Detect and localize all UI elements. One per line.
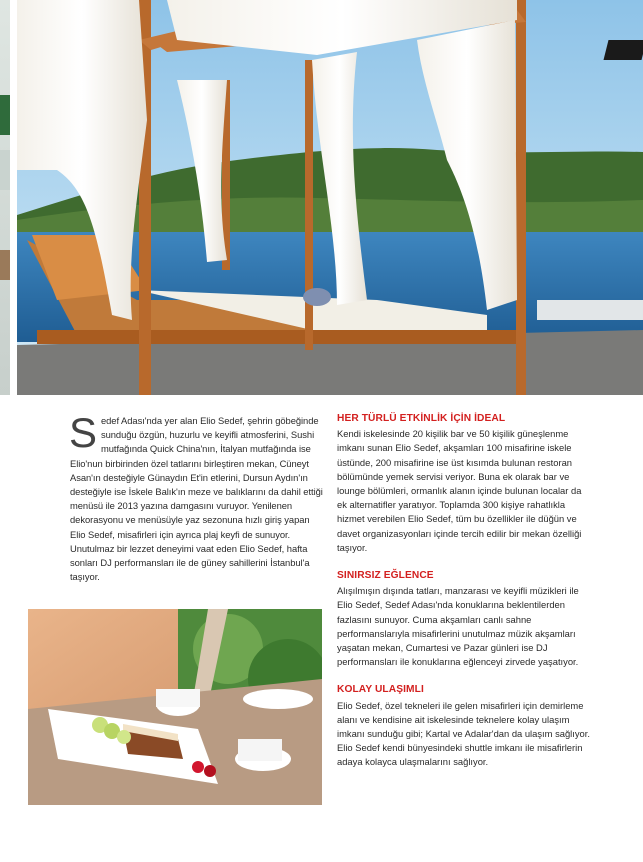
drop-cap: S bbox=[69, 409, 97, 456]
page-corner-tab bbox=[604, 40, 643, 60]
dessert-coffee-photo bbox=[28, 609, 322, 805]
beach-cabana-photo bbox=[17, 0, 643, 395]
article-intro-column bbox=[69, 409, 323, 584]
section-body-entertainment: Alışılmışın dışında tatları, manzarası ve keyifli müzikleri ile Elio Sedef, Sedef Adası'nda konuklarına beklentilerden fazlasını sunuyor. Cuma akşamları canlı sahne performanslarıyla misafirlerini unutulmaz müzik akşamları yaşatan mekan, Cumartesi ve Pazar günleri ise DJ performansları ile konuklarına eğlenceyi zirvede yaşatıyor. bbox=[337, 585, 579, 668]
section-heading-transport: KOLAY ULAŞIMLI bbox=[337, 684, 424, 696]
section-heading-entertainment: SINIRSIZ EĞLENCE bbox=[337, 570, 434, 582]
section-body-transport: Elio Sedef, özel tekneleri ile gelen misafirleri için demirleme alanı ve kendisine ait iskelesinde teknelere kolay ulaşım imkanı sunduğu gibi; Kartal ve Adalar'dan da ulaşım sağlıyor. Elio Sedef kendi bünyesindeki shuttle imkanı ile misafirlerin adaya kolayca ulaşmalarını sağlıyor. bbox=[337, 699, 590, 768]
article-sections-column bbox=[337, 412, 592, 784]
section-body-events: Kendi iskelesinde 20 kişilik bar ve 50 kişilik güneşlenme imkanı sunan Elio Sedef, akşamları 100 misafirine iskele üstünde, 200 misafirine ise üst kısımda bulunan restoran bölümünde yemek servisi veriyor. Buna ek olarak bar ve lounge bölümleri, ormanlık alanın içinde bulunan localar da ek alternatifler yaratıyor. Toplamda 300 kişiye rahatlıkla hizmet verebilen Elio Sedef, tüm bu özellikler ile düğün ve davet organizasyonları içinde tercih edilir bir mekan özelliği taşıyor. bbox=[337, 428, 582, 553]
section-heading-events: HER TÜRLÜ ETKİNLİK İÇİN İDEAL bbox=[337, 413, 506, 424]
previous-page-photo-edge bbox=[0, 0, 10, 395]
article-intro-paragraph: edef Adası'nda yer alan Elio Sedef, şehrin göbeğinde sunduğu özgün, huzurlu ve keyifli atmosferini, Sushi mutfağında Quick China'nın, İtalyan mutfağında ise Elio'nun birbirinden özel tatlarını birleştiren mekan, Cüneyt Asan'ın desteğiyle Günaydın Et'in etlerini, Dursun Aydın'ın desteğiyle ise İskele Balık'ın meze ve balıklarını da dahil ettiği menüsü ile 2013 yazına damgasını vuruyor. Yenilenen dekorasyonu ve menüsüyle yaz sezonuna hızlı giriş yapan Elio Sedef, misafirleri için ayrıca plaj keyfi de sunuyor. Unutulmaz bir lezzet deneyimi vaat eden Elio Sedef, hafta sonları DJ performansları ile de güney sahillerini İstanbul'a taşıyor. bbox=[70, 415, 323, 583]
